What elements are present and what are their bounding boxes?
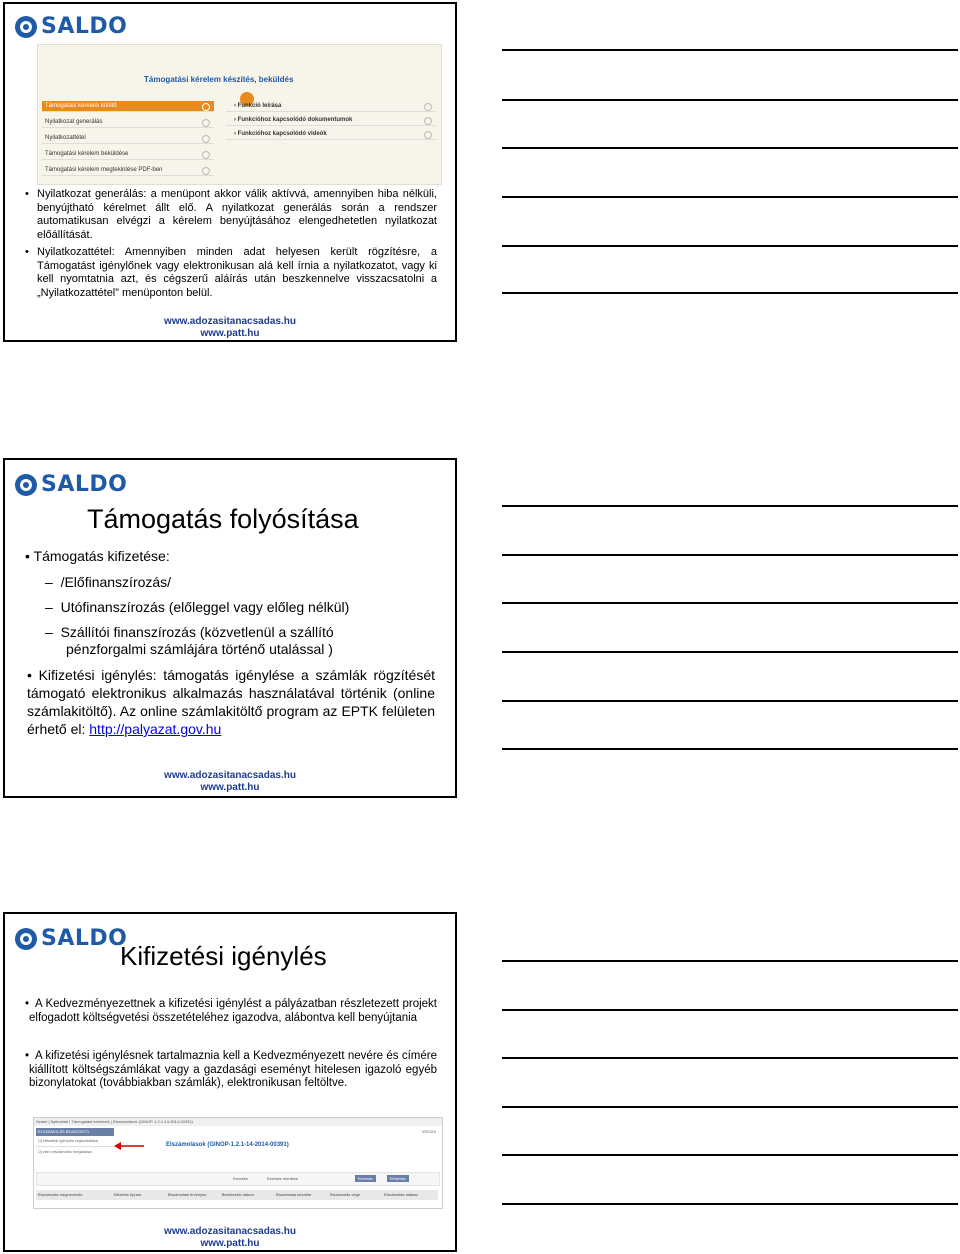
bullet: • A Kedvezményezettnek a kifizetési igénylést a pályázatban részletezett projekt elfogadott költségvetési összetételéhez igazodva, alábontva kell benyújtania: [25, 998, 437, 1024]
saldo-logo-icon: [15, 474, 37, 496]
search-button[interactable]: Keresés: [355, 1175, 376, 1182]
saldo-logo-icon: [15, 16, 37, 38]
palyazat-link[interactable]: http://palyazat.gov.hu: [89, 721, 222, 737]
search-label: Keresés: [233, 1176, 248, 1181]
save-search-link[interactable]: Keresés mentése: [267, 1176, 299, 1181]
column-header[interactable]: Elszámolás kezdete: [275, 1192, 312, 1197]
column-header[interactable]: Elszámolás megnevezés: [38, 1192, 83, 1197]
footer: www.adozasitanacsadas.hu www.patt.hu: [164, 1226, 296, 1249]
slide-title: Támogatás folyósítása: [87, 504, 359, 534]
menu-item[interactable]: Nyilatkozattétel: [42, 133, 214, 144]
saldo-logo: SALDO: [15, 14, 127, 39]
breadcrumb: Szabó | Nyitóoldal | Támogatási kérelmek | Elszámolások (GINOP-1.2.1-14-2014-00391): [36, 1119, 193, 1124]
side-menu-item[interactable]: Új záró elszámolás megadása: [38, 1149, 92, 1154]
clear-button[interactable]: Elhárítás: [387, 1175, 409, 1182]
footer: www.adozasitanacsadas.hu www.patt.hu: [164, 770, 296, 793]
bullet: • A kifizetési igénylésnek tartalmaznia kell a Kedvezményezett nevére és címére kiállított költségszámlákat vagy a gazdasági eseményt hitelesen igazoló egyéb bizonylatokat (továbbiakban számlák), elektronikusan feltöltve.: [25, 1050, 437, 1089]
bullet: • Nyilatkozattétel: Amennyiben minden adat helyesen került rögzítésre, a Támogatást igénylőnek vagy elektronikusan alá kell írnia a nyilatkozatot, vagy ki kell nyomtatnia azt, és cégszerű aláírás után beszkennelve visszacsatolni a „Nyilatkozattétel” menüponton belül.: [25, 246, 437, 299]
saldo-logo: SALDO: [15, 472, 127, 497]
menu-item[interactable]: Támogatási kérelem kitöltő: [42, 101, 214, 112]
column-header[interactable]: Elszámolás vége: [329, 1192, 361, 1197]
menu-item[interactable]: Támogatási kérelem beküldése: [42, 149, 214, 160]
bullet: • Nyilatkozat generálás: a menüpont akkor válik aktívvá, amennyiben hiba nélküli, benyújtható kérelmet állt elő. A nyilatkozat generálás során a rendszer automatikusan elvégzi a kérelem benyújtásához elengedhetetlen nyilatkozat előállítását.: [25, 188, 437, 241]
arrow-pointer-icon: [114, 1141, 144, 1151]
screenshot-title: Támogatási kérelem készítés, beküldés: [144, 75, 294, 84]
side-menu: [36, 1128, 114, 1157]
link-item[interactable]: › Funkcióhoz kapcsolódó dokumentumok: [226, 115, 436, 126]
saldo-logo-icon: [15, 928, 37, 950]
link-item[interactable]: › Funkció leírása: [226, 101, 436, 112]
side-menu-header: ELSZÁMOLÁS BEADÓSITÓ: [36, 1128, 114, 1136]
column-header[interactable]: Elszámolási érvényes: [167, 1192, 207, 1197]
sub-item: – Szállítói finanszírozás (közvetlenül a szállító: [45, 624, 334, 640]
footer: www.adozasitanacsadas.hu www.patt.hu: [164, 316, 296, 339]
saldo-logo: SALDO: [15, 926, 127, 951]
slide-title: Kifizetési igénylés: [120, 941, 327, 971]
bullet: • Kifizetési igénylés: támogatás igénylése a számlák rögzítését támogató elektronikus alkalmazás használatával történik (online számlakitöltő). Az online számlakitöltő program az EPTK felületen érhető el: http://palyazat.gov.hu: [27, 667, 435, 737]
column-header[interactable]: Elszámolás státusz: [383, 1192, 419, 1197]
menu-item[interactable]: Nyilatkozat generálás: [42, 117, 214, 128]
app-screenshot: [33, 1117, 443, 1209]
column-header[interactable]: Kifizetés típusa: [113, 1192, 141, 1197]
sub-item: – /Előfinanszírozás/: [45, 574, 172, 590]
table-header: [36, 1190, 438, 1200]
slide-1: [3, 2, 457, 342]
slide-3: [3, 912, 457, 1252]
screenshot-title: Elszámolások (GINOP-1.2.1-14-2014-00391): [166, 1142, 289, 1148]
search-bar: [36, 1172, 440, 1186]
sub-item: – Utófinanszírozás (előleggel vagy előleg nélkül): [45, 599, 350, 615]
sub-item: pénzforgalmi számlájára történő utalással ): [66, 641, 333, 657]
slide-2: [3, 458, 457, 798]
menu-item[interactable]: Támogatási kérelem megtekintése PDF-ben: [42, 165, 214, 176]
back-button[interactable]: VISSZA: [421, 1129, 436, 1134]
link-item[interactable]: › Funkcióhoz kapcsolódó videók: [226, 129, 436, 140]
side-menu-item[interactable]: Új kifizetési igénylés regisztrálása: [36, 1136, 114, 1147]
app-screenshot: [37, 44, 442, 185]
column-header[interactable]: Beérkezési dátum: [221, 1192, 254, 1197]
bullet: • Támogatás kifizetése:: [25, 548, 170, 564]
